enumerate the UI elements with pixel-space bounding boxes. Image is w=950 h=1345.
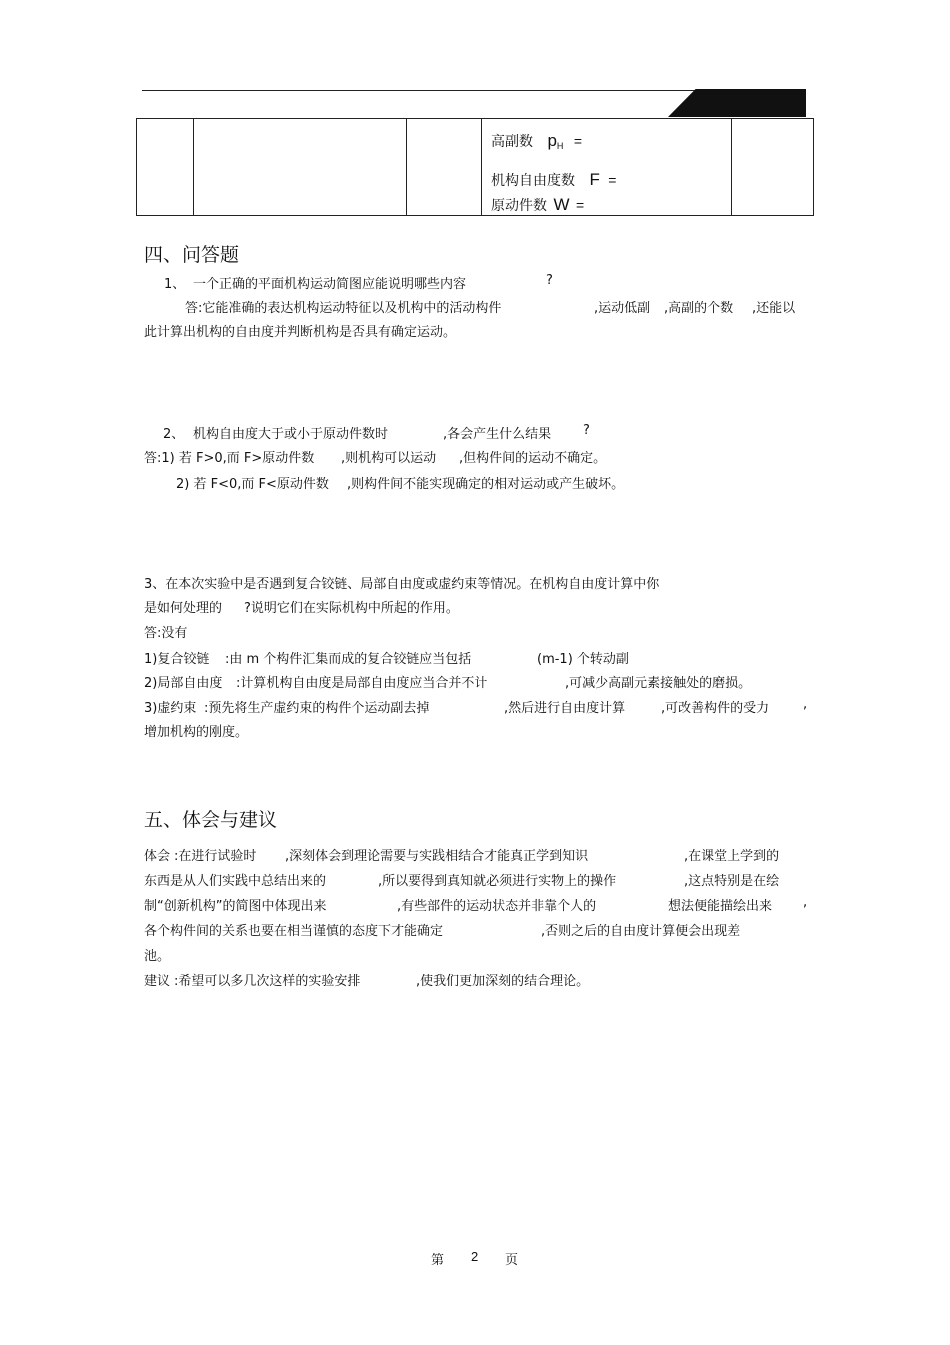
s5-line-3b: ,有些部件的运动状态并非靠个人的 <box>397 899 597 914</box>
q3-line-1: 3、在本次实验中是否遇到复合铰链、局部自由度或虚约束等情况。在机构自由度计算中你 <box>144 577 660 592</box>
driver-equals: = <box>575 197 585 213</box>
s5-line-2a: 东西是从人们实践中总结出来的 <box>144 874 327 889</box>
q3-answer-3e: , <box>803 697 808 712</box>
s5-line-6c: ,使我们更加深刻的结合理论。 <box>416 974 590 989</box>
q3-answer-4: 增加机构的刚度。 <box>144 725 249 740</box>
high-pair-label: 高副数 <box>491 134 533 150</box>
q1-number: 1、 <box>164 277 186 292</box>
q3-answer-2b: :计算机构自由度是局部自由度应当合并不计 <box>236 676 488 691</box>
q2-text: 机构自由度大于或小于原动件数时 <box>193 427 389 442</box>
table-cell-3 <box>406 118 482 216</box>
s5-line-1c: ,深刻体会到理论需要与实践相结合才能真正学到知识 <box>285 849 589 864</box>
q3-line-2b: ?说明它们在实际机构中所起的作用。 <box>244 601 459 616</box>
s5-line-4b: ,否则之后的自由度计算便会出现差 <box>541 924 741 939</box>
q3-answer-1a: 1)复合铰链 <box>144 652 210 667</box>
high-pair-equals: = <box>573 133 583 149</box>
q3-answer-0: 答:没有 <box>144 626 188 641</box>
table-cell-5 <box>731 118 814 216</box>
q3-answer-3b: :预先将生产虚约束的构件个运动副去掉 <box>204 701 430 716</box>
q1-answer-2: 此计算出机构的自由度并判断机构是否具有确定运动。 <box>144 325 457 340</box>
s5-line-2c: ,这点特别是在绘 <box>684 874 780 889</box>
q3-answer-3d: ,可改善构件的受力 <box>661 701 770 716</box>
q2-text-2: ,各会产生什么结果 <box>443 427 552 442</box>
high-pair-symbol: p <box>547 131 557 150</box>
high-pair-row <box>491 131 582 151</box>
section4-heading: 四、问答题 <box>144 244 240 266</box>
q3-answer-1b: :由 m 个构件汇集而成的复合铰链应当包括 <box>225 652 472 667</box>
q2-answer-1b: ,则机构可以运动 <box>341 451 437 466</box>
table-cell-2 <box>193 118 407 216</box>
footer-page-prefix: 第 <box>431 1253 445 1268</box>
q3-answer-3a: 3)虚约束 <box>144 701 197 716</box>
q3-line-2a: 是如何处理的 <box>144 601 223 616</box>
s5-line-6a: 建议 <box>144 974 171 989</box>
dof-symbol: F <box>589 170 600 189</box>
s5-line-3c: 想法便能描绘出来 <box>668 899 773 914</box>
table-cell-1 <box>136 118 194 216</box>
s5-line-2b: ,所以要得到真知就必须进行实物上的操作 <box>378 874 617 889</box>
q1-answer-1a: 答:它能准确的表达机构运动特征以及机构中的活动构件 <box>185 301 502 316</box>
q3-answer-2c: ,可减少高副元素接触处的磨损。 <box>565 676 752 691</box>
q3-answer-1c: (m-1) 个转动副 <box>537 652 629 667</box>
driver-row <box>491 195 584 215</box>
footer-page-suffix: 页 <box>505 1253 519 1268</box>
section5-heading: 五、体会与建议 <box>144 809 278 831</box>
q1-mark: ? <box>546 273 553 288</box>
high-pair-subscript: H <box>556 141 564 151</box>
q2-answer-1a: 答:1) 若 F>0,而 F>原动件数 <box>144 451 315 466</box>
dof-row <box>491 170 616 190</box>
footer-page-number: 2 <box>471 1249 479 1264</box>
dof-label: 机构自由度数 <box>491 173 575 189</box>
s5-line-4a: 各个构件间的关系也要在相当谨慎的态度下才能确定 <box>144 924 444 939</box>
q2-answer-1c: ,但构件间的运动不确定。 <box>459 451 607 466</box>
s5-line-6b: :希望可以多几次这样的实验安排 <box>174 974 361 989</box>
s5-line-5: 池。 <box>144 949 171 964</box>
driver-label: 原动件数 <box>491 198 547 214</box>
s5-line-1d: ,在课堂上学到的 <box>684 849 780 864</box>
q1-answer-1b: ,运动低副 <box>594 301 651 316</box>
q2-number: 2、 <box>163 427 185 442</box>
driver-symbol: W <box>553 195 570 214</box>
header-tab-decoration <box>668 89 806 117</box>
q3-answer-2a: 2)局部自由度 <box>144 676 223 691</box>
q1-answer-1c: ,高副的个数 <box>664 301 734 316</box>
q1-text: 一个正确的平面机构运动简图应能说明哪些内容 <box>193 277 467 292</box>
q2-answer-2b: ,则构件间不能实现确定的相对运动或产生破坏。 <box>347 477 625 492</box>
s5-line-1a: 体会 <box>144 849 171 864</box>
s5-line-3a: 制“创新机构”的简图中体现出来 <box>144 899 327 914</box>
s5-line-3d: , <box>803 895 808 910</box>
dof-equals: = <box>608 172 617 188</box>
q3-answer-3c: ,然后进行自由度计算 <box>504 701 626 716</box>
s5-line-1b: :在进行试验时 <box>174 849 257 864</box>
q2-mark: ? <box>583 423 590 438</box>
q1-answer-1d: ,还能以 <box>752 301 796 316</box>
q2-answer-2a: 2) 若 F<0,而 F<原动件数 <box>176 477 329 492</box>
